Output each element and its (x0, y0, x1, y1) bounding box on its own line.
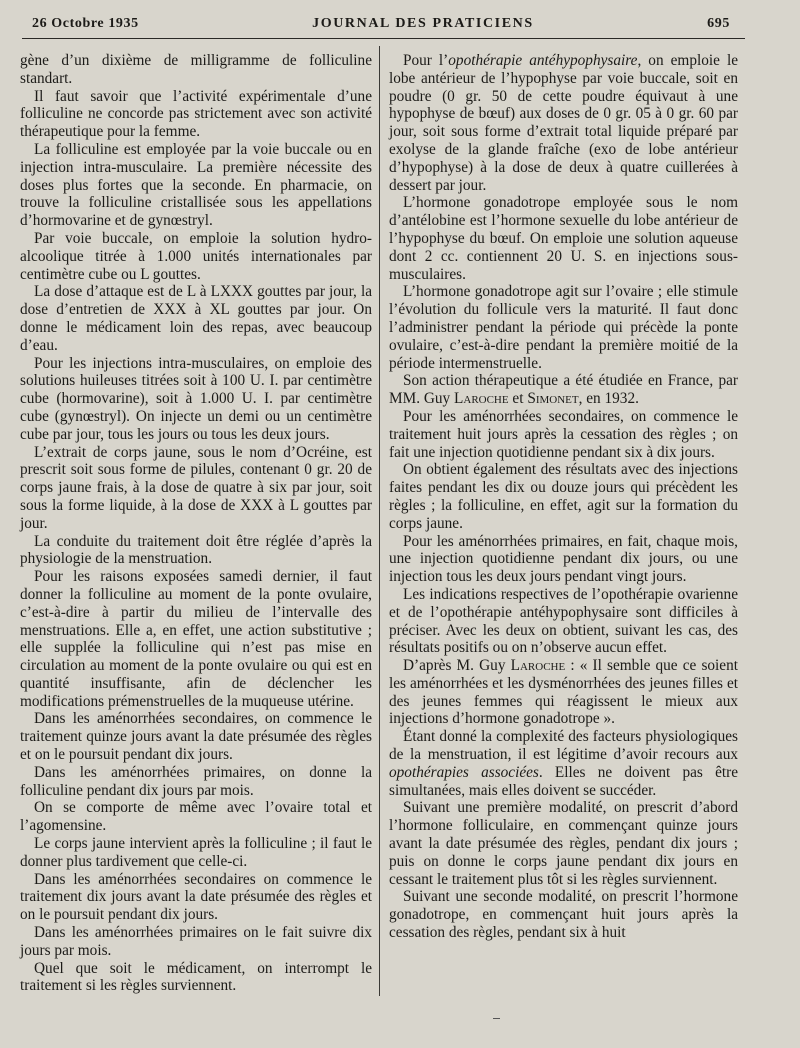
paragraph: gène d’un dixième de milligramme de folliculine standart. (20, 52, 372, 87)
emphasis: opothérapie antéhypophysaire (448, 52, 638, 69)
journal-title: JOURNAL DES PRATICIENS (312, 16, 534, 31)
column-divider (379, 46, 380, 996)
paragraph (389, 657, 738, 728)
text-run: , on emploie le lobe antérieur de l’hypophyse par voie buccale, soit en poudre (0 gr. 50 de cette poudre équivaut à une hypophyse de bœuf) aux doses de 0 gr. 05 à 0 gr. 60 par jour, soit sous forme d’extrait total liquide préparé par exolyse de la glande fraîche (exo de lobe antérieur d’hypophyse) à la dose de deux à quatre cuillerées à dessert par jour. (389, 52, 738, 194)
text-run: : « Il semble que ce soient les aménorrhées et les dysménorrhées des jeunes filles et des jeunes femmes qui réagissent le mieux aux injections d’hormone gonadotrope ». (389, 657, 738, 728)
paragraph: L’extrait de corps jaune, sous le nom d’Ocréine, est prescrit soit sous forme de pilules, contenant 0 gr. 20 de corps jaune frais, à la dose de quatre à six par jour, soit sous la forme liquide, à la dose de XXX à L gouttes par jour. (20, 443, 372, 532)
text-run: , en 1932. (578, 390, 639, 408)
footer-mark (493, 1018, 500, 1019)
paragraph: Pour les injections intra-musculaires, on emploie des solutions huileuses titrées soit à 100 U. I. par centimètre cube (hormovarine), soit à 1.000 U. I. par centimètre cube (gynœstryl). On injecte un demi ou un centimètre cube par jour, tous les jours ou tous les deux jours. (20, 354, 372, 443)
paragraph: Suivant une seconde modalité, on prescrit l’hormone gonadotrope, en commençant huit jours après la cessation des règles, pendant six à huit (389, 888, 738, 942)
paragraph: Les indications respectives de l’opothérapie ovarienne et de l’opothérapie antéhypophysaire sont difficiles à préciser. Avec les deux on obtient, suivant les cas, des résultats positifs ou on n’observe aucun effet. (389, 585, 738, 657)
author-name: Simonet (527, 390, 579, 408)
paragraph: Il faut savoir que l’activité expérimentale d’une folliculine ne concorde pas strictement avec son activité thérapeutique pour la femme. (20, 87, 372, 141)
emphasis: opothérapies associées (389, 763, 539, 781)
paragraph: Dans les aménorrhées secondaires on commence le traitement dix jours avant la date présumée des règles et on le poursuit pendant dix jours. (20, 870, 372, 924)
paragraph: On obtient également des résultats avec des injections faites pendant les dix ou douze jours qui précèdent les règles ; la folliculine, en effet, agit sur la formation du corps jaune. (389, 461, 738, 532)
issue-date: 26 Octobre 1935 (32, 16, 139, 31)
paragraph: Le corps jaune intervient après la folliculine ; il faut le donner plus tardivement que celle-ci. (20, 835, 372, 870)
text-run: Pour l’ (403, 52, 449, 69)
author-name: Laroche (454, 390, 509, 408)
left-column (20, 52, 372, 995)
paragraph: Suivant une première modalité, on prescrit d’abord l’hormone folliculaire, en commençant quinze jours avant la date présumée des règles, pendant dix jours ; puis on donne le corps jaune pendant dix jours en cessant le traitement plus tôt si les règles surviennent. (389, 799, 738, 888)
paragraph: Dans les aménorrhées primaires, on donne la folliculine pendant dix jours par mois. (20, 763, 372, 799)
running-header (32, 16, 730, 38)
paragraph: Pour les aménorrhées secondaires, on commence le traitement huit jours après la cessation des règles ; on fait une injection quotidienne pendant six à dix jours. (389, 407, 738, 461)
page-number: 695 (707, 16, 730, 31)
paragraph: L’hormone gonadotrope agit sur l’ovaire ; elle stimule l’évolution du follicule vers la maturité. Il faut donc l’administrer pendant la période qui précède la ponte ovulaire, c’est-à-dire pendant la première moitié de la période intermenstruelle. (389, 283, 738, 372)
header-rule (22, 38, 745, 39)
paragraph: Pour les raisons exposées samedi dernier, il faut donner la folliculine au moment de la ponte ovulaire, c’est-à-dire à partir du milieu de l’intervalle des menstruations. Elle a, en effet, une action substitutive ; elle supplée la folliculine qui n’est pas mise en circulation au moment de la ponte ovulaire ou qui est en quantité insuffisante, afin de déclencher les modifications prémenstruelles de la muqueuse utérine. (20, 568, 372, 710)
paragraph: L’hormone gonadotrope employée sous le nom d’antélobine est l’hormone sexuelle du lobe antérieur de l’hypophyse du bœuf. On emploie une solution aqueuse dont 2 cc. contiennent 20 U. S. en injections sous-musculaires. (389, 194, 738, 283)
text-run: D’après M. Guy (403, 657, 511, 675)
paragraph: Pour les aménorrhées primaires, en fait, chaque mois, une injection quotidienne pendant dix jours, ou une injection tous les deux jours pendant vingt jours. (389, 532, 738, 586)
text-run: . Elles ne doivent pas être simultanées, mais elles doivent se succéder. (389, 763, 738, 799)
paragraph: La conduite du traitement doit être réglée d’après la physiologie de la menstruation. (20, 532, 372, 568)
paragraph: Dans les aménorrhées secondaires, on commence le traitement quinze jours avant la date présumée des règles et on le poursuit pendant dix jours. (20, 710, 372, 764)
text-run: Étant donné la complexité des facteurs physiologiques de la menstruation, il est légitime d’avoir recours aux (389, 728, 738, 764)
paragraph: Par voie buccale, on emploie la solution hydro-alcoolique titrée à 1.000 unités internationales par centimètre cube ou L gouttes. (20, 229, 372, 283)
paragraph: La folliculine est employée par la voie buccale ou en injection intra-musculaire. La première nécessite des doses plus fortes que la seconde. En pharmacie, on trouve la folliculine cristallisée sous les appellations d’hormovarine et de gynœstryl. (20, 140, 372, 230)
paragraph: Dans les aménorrhées primaires on le fait suivre dix jours par mois. (20, 924, 372, 959)
right-column (389, 52, 738, 942)
paragraph: On se comporte de même avec l’ovaire total et l’agomensine. (20, 799, 372, 835)
text-run: Son action thérapeutique a été étudiée en France, par MM. Guy (389, 372, 738, 408)
paragraph: La dose d’attaque est de L à LXXX gouttes par jour, la dose d’entretien de XXX à XL gouttes par jour. On donne le médicament loin des repas, avec beaucoup d’eau. (20, 283, 372, 354)
paragraph (389, 728, 738, 799)
paragraph: Quel que soit le médicament, on interrompt le traitement si les règles surviennent. (20, 959, 372, 995)
author-name: Laroche (510, 657, 566, 675)
text-run: et (508, 390, 528, 408)
paragraph (389, 52, 738, 194)
paragraph (389, 372, 738, 408)
